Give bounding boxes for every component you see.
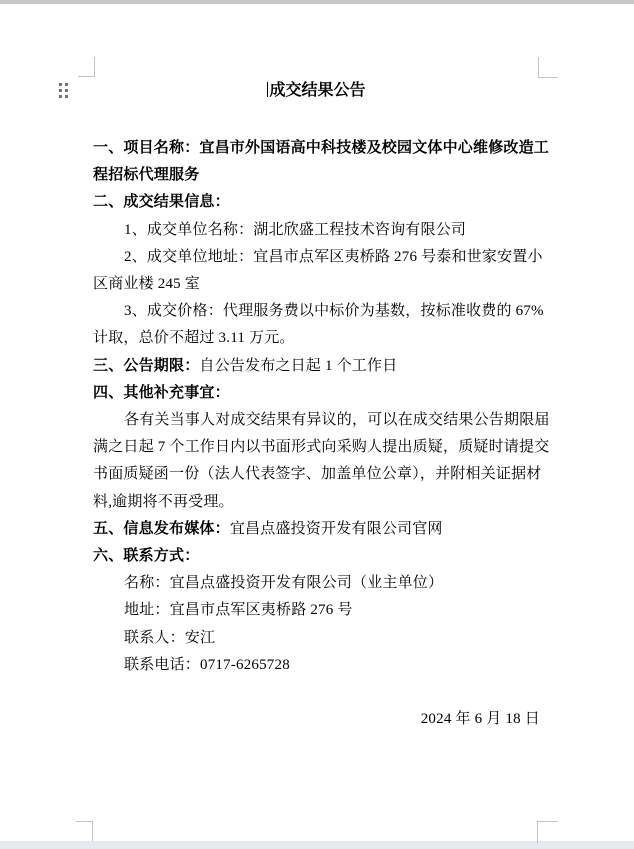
handle-dot — [59, 95, 62, 98]
doc-text: 地址：宜昌市点军区夷桥路 276 号 — [124, 602, 353, 619]
handle-dot — [59, 83, 62, 86]
paragraph-drag-handle-icon[interactable] — [59, 83, 68, 98]
margin-crop-mark-top-left — [78, 57, 95, 77]
window-top-strip — [0, 0, 634, 4]
doc-text: 书面质疑函一份（法人代表签字、加盖单位公章），并附相关证据材 — [93, 466, 542, 483]
doc-line[interactable] — [93, 570, 540, 597]
doc-text: 联系人：安江 — [124, 629, 216, 646]
doc-line[interactable] — [93, 679, 540, 706]
margin-crop-mark-bottom-left — [76, 821, 93, 841]
handle-dot — [65, 89, 68, 92]
page-title-text: 成交结果公告 — [269, 82, 366, 99]
doc-line[interactable] — [93, 597, 540, 624]
doc-text-bold: 三、公告期限： — [93, 357, 200, 374]
doc-line[interactable] — [93, 652, 540, 679]
doc-text: 料,逾期将不再受理。 — [93, 493, 234, 510]
doc-line[interactable] — [93, 244, 543, 271]
margin-crop-mark-bottom-right — [537, 821, 558, 843]
doc-line[interactable] — [93, 271, 540, 298]
margin-crop-mark-top-right — [538, 57, 558, 78]
document-body[interactable] — [93, 135, 550, 733]
doc-text: 自公告发布之日起 1 个工作日 — [199, 357, 398, 374]
handle-dot — [59, 89, 62, 92]
doc-line[interactable] — [93, 543, 540, 570]
doc-line[interactable] — [93, 434, 550, 461]
doc-text-bold: 四、其他补充事宜： — [93, 384, 230, 401]
doc-text: 1、成交单位名称：湖北欣盛工程技术咨询有限公司 — [124, 221, 467, 238]
doc-line[interactable] — [93, 162, 540, 189]
doc-text: 名称：宜昌点盛投资开发有限公司（业主单位） — [124, 575, 444, 592]
doc-text-bold: 五、信息发布媒体： — [93, 520, 230, 537]
doc-line[interactable] — [93, 353, 540, 380]
page-title[interactable] — [93, 80, 540, 101]
handle-dot — [65, 83, 68, 86]
doc-line[interactable] — [93, 135, 550, 162]
doc-line[interactable] — [93, 489, 540, 516]
doc-line[interactable] — [93, 325, 540, 352]
doc-text: 联系电话：0717-6265728 — [124, 656, 290, 673]
document-text-area[interactable] — [93, 80, 550, 733]
doc-text: 3、成交价格：代理服务费以中标价为基数，按标准收费的 67% — [124, 303, 544, 320]
doc-line[interactable] — [93, 516, 540, 543]
doc-text: 宜昌点盛投资开发有限公司官网 — [229, 520, 443, 537]
doc-line[interactable] — [93, 189, 540, 216]
doc-text: 2、成交单位地址：宜昌市点军区夷桥路 276 号泰和世家安置小 — [124, 248, 543, 265]
doc-text: 满之日起 7 个工作日内以书面形式向采购人提出质疑，质疑时请提交 — [93, 439, 550, 456]
doc-text-bold: 六、联系方式： — [93, 548, 200, 565]
doc-text: 区商业楼 245 室 — [93, 276, 201, 293]
doc-line[interactable] — [93, 706, 540, 733]
handle-dot — [65, 95, 68, 98]
doc-text: 计取，总价不超过 3.11 万元。 — [93, 330, 295, 347]
doc-text-bold: 二、成交结果信息： — [93, 194, 230, 211]
doc-line[interactable] — [93, 625, 540, 652]
doc-line[interactable] — [93, 407, 550, 434]
doc-line[interactable] — [93, 380, 540, 407]
doc-text: 各有关当事人对成交结果有异议的，可以在成交结果公告期限届 — [124, 412, 550, 429]
doc-text: 2024 年 6 月 18 日 — [420, 711, 540, 728]
doc-line[interactable] — [93, 217, 540, 244]
doc-line[interactable] — [93, 298, 544, 325]
doc-text-bold: 一、项目名称：宜昌市外国语高中科技楼及校园文体中心维修改造工 — [93, 140, 550, 156]
doc-line[interactable] — [93, 461, 540, 488]
doc-text-bold: 程招标代理服务 — [93, 167, 200, 184]
